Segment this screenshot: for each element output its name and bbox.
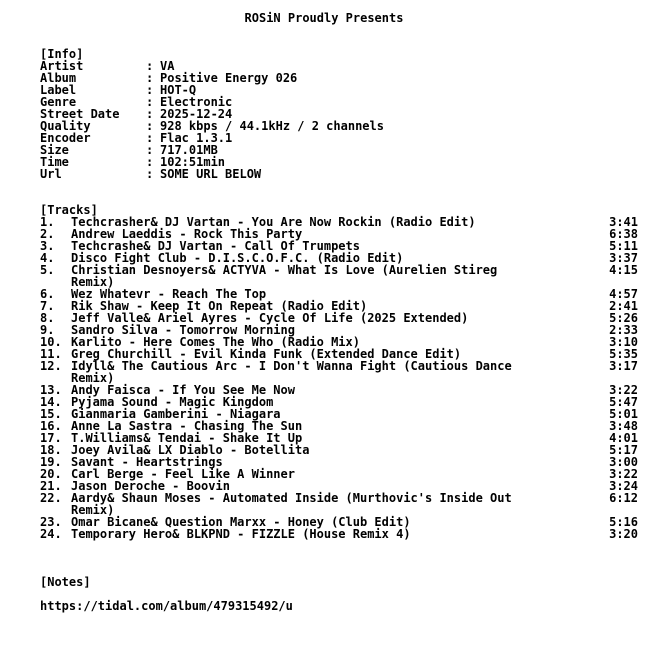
track-number: 18. [40,443,62,457]
info-separator: : [146,107,154,121]
info-separator: : [146,71,154,85]
track-duration: 3:41 [609,215,638,229]
track-duration: 5:26 [609,311,638,325]
track-duration: 3:10 [609,335,638,349]
track-duration: 2:41 [609,299,638,313]
track-title: Jeff Valle& Ariel Ayres - Cycle Of Life (2025 Extended) [71,311,469,325]
info-value: 2025-12-24 [160,107,233,121]
info-value: Flac 1.3.1 [160,131,233,145]
info-label: Url [40,167,62,181]
info-separator: : [146,167,154,181]
info-separator: : [146,95,154,109]
track-number: 12. [40,359,62,373]
track-title: Rik Shaw - Keep It On Repeat (Radio Edit) [71,299,368,313]
track-number: 8. [40,311,55,325]
track-title: Wez Whatevr - Reach The Top [71,287,267,301]
info-label: Encoder [40,131,91,145]
track-duration-row [0,528,648,540]
track-title: Techcrashe& DJ Vartan - Call Of Trumpets [71,239,360,253]
info-value: HOT-Q [160,83,197,97]
track-title: Sandro Silva - Tomorrow Morning [71,323,295,337]
track-title: Greg Churchill - Evil Kinda Funk (Extended Dance Edit) [71,347,462,361]
track-title: Gianmaria Gamberini - Niagara [71,407,281,421]
track-duration: 3:24 [609,479,638,493]
track-number: 22. [40,491,62,505]
track-title: Savant - Heartstrings [71,455,223,469]
info-value: 928 kbps / 44.1kHz / 2 channels [160,119,384,133]
track-duration: 4:57 [609,287,638,301]
track-title: Idyll& The Cautious Arc - I Don't Wanna Fight (Cautious Dance [71,359,512,373]
info-label: Size [40,143,69,157]
track-number: 1. [40,215,55,229]
tracks-header: [Tracks] [40,203,98,217]
track-number: 16. [40,419,62,433]
track-duration: 3:17 [609,359,638,373]
track-duration: 5:01 [609,407,638,421]
info-separator: : [146,155,154,169]
info-value: 102:51min [160,155,226,169]
info-separator: : [146,83,154,97]
track-duration: 6:38 [609,227,638,241]
track-title: Pyjama Sound - Magic Kingdom [71,395,274,409]
track-number: 3. [40,239,55,253]
track-number: 14. [40,395,62,409]
track-title-continuation: Remix) [71,275,115,289]
track-number: 15. [40,407,62,421]
track-title: Disco Fight Club - D.I.S.C.O.F.C. (Radio Edit) [71,251,404,265]
track-number: 7. [40,299,55,313]
track-number: 23. [40,515,62,529]
track-title: Jason Deroche - Boovin [71,479,230,493]
track-duration: 4:15 [609,263,638,277]
info-label: Quality [40,119,91,133]
track-title: T.Williams& Tendai - Shake It Up [71,431,303,445]
track-duration: 4:01 [609,431,638,445]
track-title: Techcrasher& DJ Vartan - You Are Now Rockin (Radio Edit) [71,215,476,229]
track-duration: 5:11 [609,239,638,253]
info-label: Artist [40,59,84,73]
track-duration: 3:22 [609,383,638,397]
track-duration: 3:00 [609,455,638,469]
track-number: 5. [40,263,55,277]
info-label: Genre [40,95,77,109]
track-title: Karlito - Here Comes The Who (Radio Mix) [71,335,360,349]
track-duration: 3:37 [609,251,638,265]
track-title: Carl Berge - Feel Like A Winner [71,467,295,481]
track-number: 20. [40,467,62,481]
track-duration: 5:47 [609,395,638,409]
track-number: 4. [40,251,55,265]
track-duration: 2:33 [609,323,638,337]
track-number: 9. [40,323,55,337]
info-separator: : [146,131,154,145]
notes-header: [Notes] [40,575,91,589]
track-title: Temporary Hero& BLKPND - FIZZLE (House Remix 4) [71,527,411,541]
track-title: Andy Faisca - If You See Me Now [71,383,295,397]
notes-link[interactable]: https://tidal.com/album/479315492/u [40,599,293,613]
track-duration: 3:48 [609,419,638,433]
info-value: SOME URL BELOW [160,167,262,181]
track-number: 10. [40,335,62,349]
track-title: Omar Bicane& Question Marxx - Honey (Club Edit) [71,515,411,529]
track-duration: 5:16 [609,515,638,529]
info-section-header [0,36,84,61]
notes-link-row [0,588,293,613]
track-duration: 3:20 [609,527,638,541]
info-label: Time [40,155,69,169]
info-label: Street Date [40,107,120,121]
tracks-section-header [0,192,98,217]
info-value: Electronic [160,95,233,109]
track-duration: 3:22 [609,467,638,481]
track-title: Anne La Sastra - Chasing The Sun [71,419,303,433]
info-separator: : [146,59,154,73]
track-number: 2. [40,227,55,241]
track-number: 13. [40,383,62,397]
track-duration-row [0,360,648,372]
track-number: 6. [40,287,55,301]
info-separator: : [146,143,154,157]
release-title: ROSiN Proudly Presents [244,11,404,25]
info-separator: : [146,119,154,133]
notes-section-header [0,564,91,589]
track-number: 11. [40,347,62,361]
track-duration-row [0,264,648,276]
track-title-continuation: Remix) [71,503,115,517]
track-duration: 5:17 [609,443,638,457]
info-value: 717.01MB [160,143,218,157]
track-number: 17. [40,431,62,445]
info-value: Positive Energy 026 [160,71,298,85]
track-title: Andrew Laeddis - Rock This Party [71,227,303,241]
info-header: [Info] [40,47,84,61]
info-value: VA [160,59,175,73]
track-number: 19. [40,455,62,469]
track-title: Christian Desnoyers& ACTYVA - What Is Love (Aurelien Stireg [71,263,498,277]
track-duration: 5:35 [609,347,638,361]
track-title-continuation: Remix) [71,371,115,385]
track-number: 24. [40,527,62,541]
track-number: 21. [40,479,62,493]
info-label: Album [40,71,77,85]
track-title: Joey Avila& LX Diablo - Botellita [71,443,310,457]
info-label: Label [40,83,77,97]
track-duration: 6:12 [609,491,638,505]
track-title: Aardy& Shaun Moses - Automated Inside (Murthovic's Inside Out [71,491,512,505]
track-duration-row [0,492,648,504]
